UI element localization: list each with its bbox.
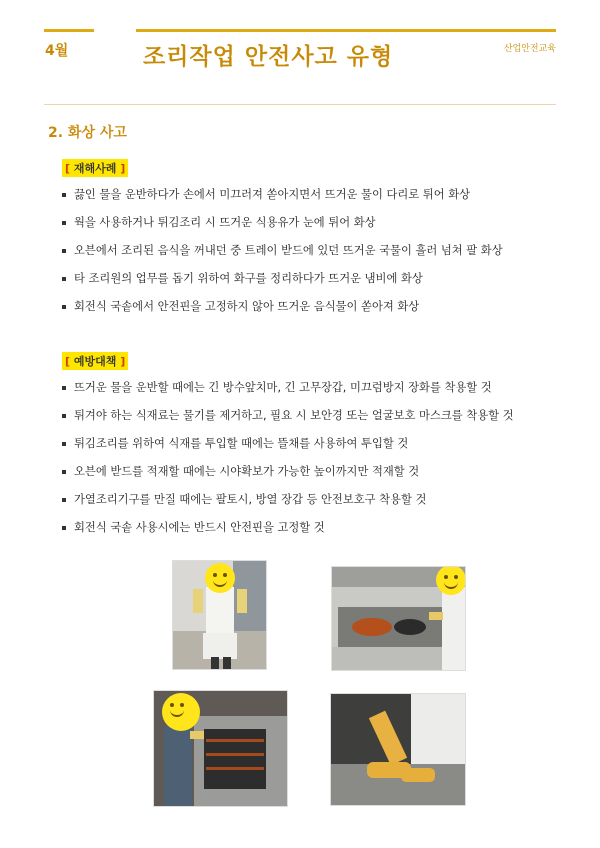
header-accent-bar [136,29,556,32]
prevention-list [62,381,562,549]
list-item: 회전식 국솥에서 안전핀을 고정하지 않아 뜨거운 음식물이 쏟아져 화상 [62,300,562,328]
prevention-heading: [ 예방대책 ] [62,352,128,370]
prevention-heading-label: 예방대책 [73,355,117,368]
cases-heading: [ 재해사례 ] [62,159,128,177]
list-item: 웍을 사용하거나 튀김조리 시 뜨거운 식용유가 눈에 튀어 화상 [62,216,562,244]
list-item: 오븐에 받드를 적재할 때에는 시야확보가 가능한 높이까지만 적재할 것 [62,465,562,493]
photo-protective-apron [172,560,267,670]
photo-wok-cooking [331,566,466,671]
face-cover-icon [436,566,466,595]
photo-heat-gloves-image [331,694,465,805]
header-divider [44,104,556,105]
list-item: 튀겨야 하는 식재료는 물기를 제거하고, 필요 시 보안경 또는 얼굴보호 마스크를 착용할 것 [62,409,562,437]
face-cover-icon [205,563,235,593]
brand-label: 산업안전교육 [503,44,556,54]
list-item: 튀김조리를 위하여 식재를 투입할 때에는 뜰채를 사용하여 투입할 것 [62,437,562,465]
list-item: 타 조리원의 업무를 돕기 위하여 화구를 정리하다가 뜨거운 냄비에 화상 [62,272,562,300]
photo-oven-loading [153,690,288,807]
list-item: 뜨거운 물을 운반할 때에는 긴 방수앞치마, 긴 고무장갑, 미끄럼방지 장화를 착용할 것 [62,381,562,409]
header-accent-bar-left [44,29,94,32]
section-title: 2. 화상 사고 [48,125,127,141]
face-cover-icon [162,693,200,731]
list-item: 회전식 국솥 사용시에는 반드시 안전핀을 고정할 것 [62,521,562,549]
month-label: 4월 [45,43,69,59]
list-item: 끓인 물을 운반하다가 손에서 미끄러져 쏟아지면서 뜨거운 물이 다리로 튀어 화상 [62,188,562,216]
photo-heat-gloves [330,693,466,806]
page-title: 조리작업 안전사고 유형 [143,44,394,70]
cases-list [62,188,562,328]
list-item: 오븐에서 조리된 음식을 꺼내던 중 트레이 받드에 있던 뜨거운 국물이 흘러 넘쳐 팔 화상 [62,244,562,272]
cases-heading-label: 재해사례 [73,162,117,175]
list-item: 가열조리기구를 만질 때에는 팔토시, 방열 장갑 등 안전보호구 착용할 것 [62,493,562,521]
